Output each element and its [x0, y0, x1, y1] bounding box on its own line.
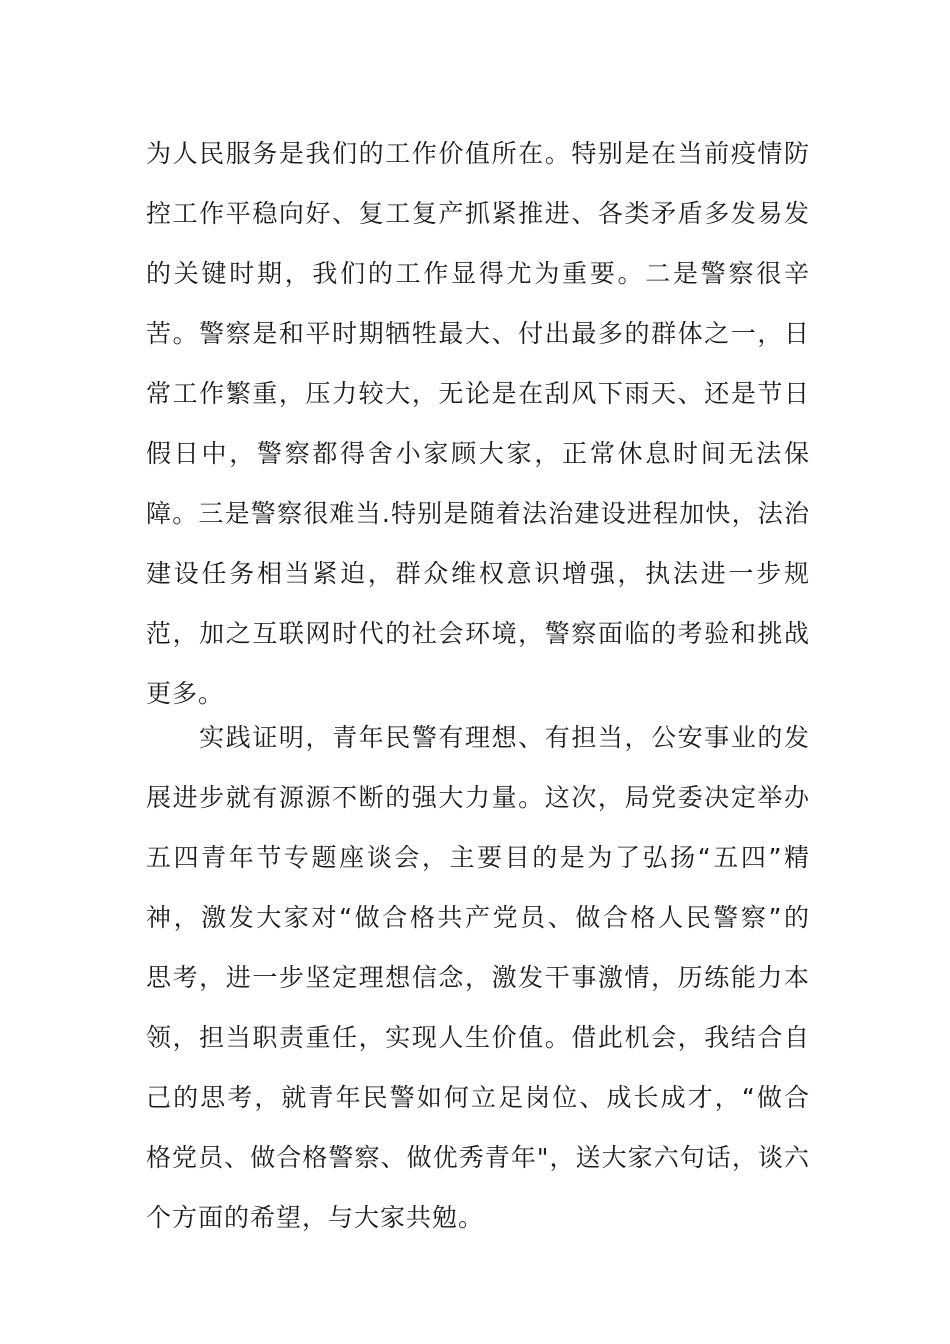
paragraph-line: 五四青年节专题座谈会，主要目的是为了弘扬“五四”精: [146, 843, 810, 872]
paragraph-line: 己的思考，就青年民警如何立足岗位、成长成才，“做合: [146, 1083, 810, 1112]
paragraph-line: 实践证明，青年民警有理想、有担当，公安事业的发: [146, 723, 810, 752]
paragraph-line: 假日中，警察都得舍小家顾大家，正常休息时间无法保: [146, 439, 810, 468]
paragraph-line: 的关键时期，我们的工作显得尤为重要。二是警察很辛: [146, 259, 810, 288]
paragraph-line: 思考，进一步坚定理想信念，激发干事激情，历练能力本: [146, 963, 810, 992]
paragraph-line: 范，加之互联网时代的社会环境，警察面临的考验和挑战: [146, 619, 810, 648]
paragraph-line: 领，担当职责重任，实现人生价值。借此机会，我结合自: [146, 1023, 810, 1052]
paragraph-2: [146, 708, 810, 1248]
paragraph-line: 苦。警察是和平时期牺牲最大、付出最多的群体之一，日: [146, 319, 810, 348]
paragraph-line: 为人民服务是我们的工作价值所在。特别是在当前疫情防: [146, 139, 810, 168]
paragraph-line: 展进步就有源源不断的强大力量。这次，局党委决定举办: [146, 783, 810, 812]
paragraph-line: 常工作繁重，压力较大，无论是在刮风下雨天、还是节日: [146, 379, 810, 408]
paragraph-line: 更多。: [146, 679, 225, 708]
paragraph-line: 控工作平稳向好、复工复产抓紧推进、各类矛盾多发易发: [146, 199, 810, 228]
paragraph-1: [146, 124, 810, 724]
paragraph-line: 障。三是警察很难当.特别是随着法治建设进程加快，法治: [146, 499, 810, 528]
paragraph-line: 神，激发大家对“做合格共产党员、做合格人民警察”的: [146, 903, 810, 932]
paragraph-line: 建设任务相当紧迫，群众维权意识增强，执法进一步规: [146, 559, 810, 588]
paragraph-line: 个方面的希望，与大家共勉。: [146, 1203, 485, 1232]
paragraph-line: 格党员、做合格警察、做优秀青年"，送大家六句话，谈六: [146, 1143, 810, 1172]
